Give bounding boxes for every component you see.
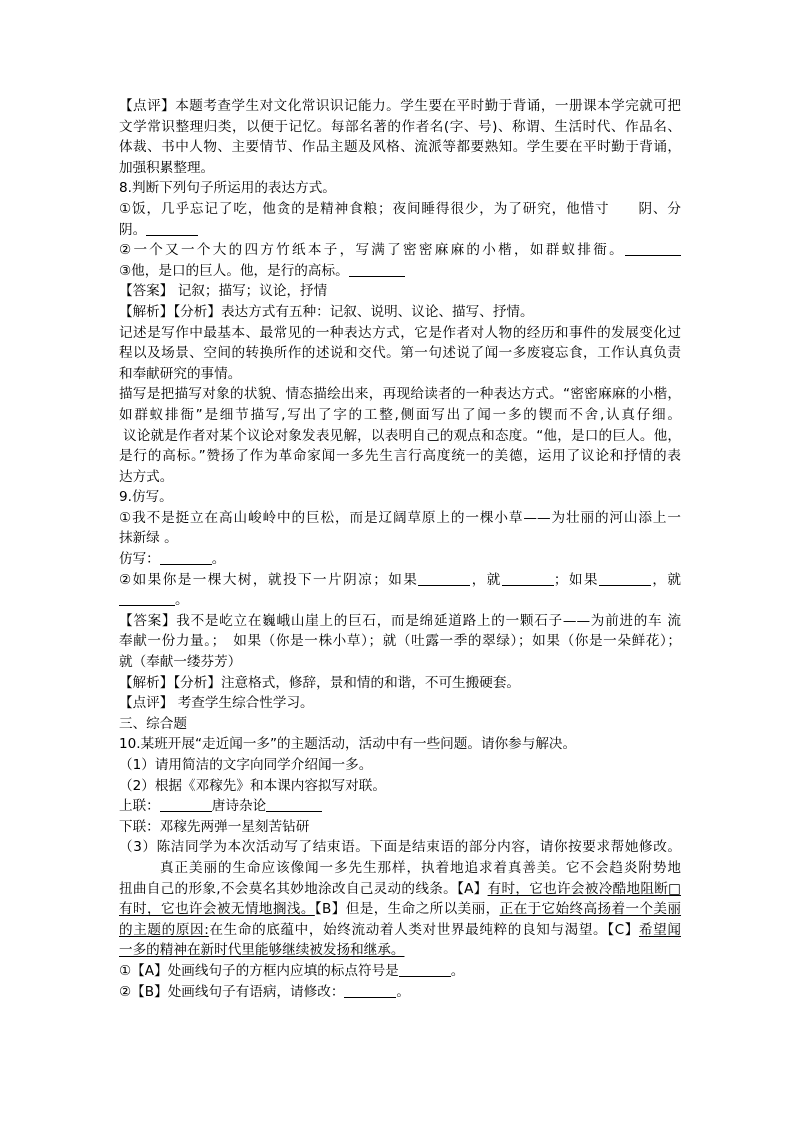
text-line — [119, 117, 681, 138]
line-text: 真正美丽的生命应该像闻一多先生那样，执着地追求着真善美。它不会趋炎附势地 — [160, 859, 681, 876]
text-line — [119, 631, 681, 652]
text-line — [119, 590, 681, 611]
line-text: ①【A】处画线句子的方框内应填的标点符号是 — [119, 962, 399, 979]
line-text: ，就 — [470, 571, 502, 588]
line-text: 是行的高标。”赞扬了作为革命家闻一多先生言行高度统一的美德，运用了议论和抒情的表 — [119, 448, 681, 465]
answer-blank[interactable] — [160, 797, 212, 812]
underlined-text: 一多的精神在新时代里能够继续被发扬和继承。 — [119, 942, 405, 959]
underlined-text: 有时，它也许会被冷酷地阻断□ — [487, 880, 681, 897]
line-text: （3）陈洁同学为本次活动写了结束语。下面是结束语的部分内容，请你按要求帮她修改。 — [119, 839, 681, 856]
line-text: 扭曲自己的形象,不会莫名其妙地涂改自己灵动的线条。【A】 — [119, 880, 488, 897]
line-text: 【点评】 考查学生综合性学习。 — [119, 695, 314, 712]
text-line — [119, 343, 681, 364]
text-line — [119, 302, 681, 323]
text-line — [119, 323, 681, 344]
answer-blank[interactable] — [502, 571, 554, 586]
line-text: 上联： — [119, 798, 160, 815]
text-line — [119, 673, 681, 694]
line-text: ②【B】处画线句子有语病，请修改： — [119, 983, 345, 1000]
line-text: 【解析】【分析】表达方式有五种：记叙、说明、议论、描写、抒情。 — [119, 303, 534, 320]
line-text: 阴。 — [119, 221, 147, 238]
line-text: ①饭，几乎忘记了吃，他贪的是精神食粮；夜间睡得很少，为了研究，他惜寸 阴、分 — [119, 200, 681, 217]
line-text: 。 — [396, 983, 411, 1000]
answer-blank[interactable] — [625, 241, 681, 256]
line-text: 9.仿写。 — [119, 489, 173, 506]
text-line — [119, 446, 681, 467]
text-line — [119, 384, 681, 405]
text-line — [119, 467, 681, 488]
text-line — [119, 858, 681, 879]
text-line — [119, 961, 681, 982]
answer-blank[interactable] — [399, 962, 451, 977]
line-text: （2）根据《邓稼先》和本课内容拟写对联。 — [119, 777, 386, 794]
line-text: 仿写： — [119, 551, 160, 568]
line-text: 在生命的底蕴中，始终流动着人类对世界最纯粹的良知与渴望。【C】 — [208, 921, 639, 938]
line-text: 【点评】本题考查学生对文化常识识记能力。学生要在平时勤于背诵，一册课本学完就可把 — [119, 98, 681, 114]
text-line — [119, 693, 681, 714]
answer-blank[interactable] — [344, 983, 396, 998]
line-text: 下联：邓稼先两弹一星刻苦钻研 — [119, 818, 310, 835]
text-line — [119, 220, 681, 241]
text-line — [119, 796, 681, 817]
line-text: 8.判断下列句子所运用的表达方式。 — [119, 180, 336, 197]
line-text: 程以及场景、空间的转换所作的述说和交代。第一句述说了闻一多废寝忘食，工作认真负责 — [119, 345, 681, 362]
text-line — [119, 487, 681, 508]
line-text: 体裁、书中人物、主要情节、作品主题及风格、流派等都要熟知。学生要在平时勤于背诵， — [119, 139, 681, 156]
line-text: ③他，是口的巨人。他，是行的高标。 — [119, 262, 349, 279]
text-line — [119, 426, 681, 447]
line-text: ①我不是挺立在高山峻岭中的巨松，而是辽阔草原上的一棵小草——为壮丽的河山添上一 — [119, 509, 681, 526]
text-line — [119, 982, 681, 1003]
text-line — [119, 755, 681, 776]
underlined-text: 希望闻 — [638, 921, 681, 938]
text-line — [119, 96, 681, 117]
text-line — [119, 714, 681, 735]
text-line — [119, 137, 681, 158]
line-text: ②一个又一个大的四方竹纸本子，写满了密密麻麻的小楷，如群蚁排衙。 — [119, 242, 625, 259]
text-line — [119, 549, 681, 570]
text-line — [119, 508, 681, 529]
line-text: ；如果 — [553, 571, 599, 588]
answer-blank[interactable] — [599, 571, 651, 586]
line-text: 议论就是作者对某个议论对象发表见解，以表明自己的观点和态度。“他，是口的巨人。他， — [123, 427, 681, 444]
text-line — [119, 158, 681, 179]
line-text: ，就 — [650, 571, 682, 588]
line-text: 描写是把描写对象的状貌、情态描绘出来，再现给读者的一种表达方式。“密密麻麻的小楷， — [119, 386, 681, 403]
line-text: 如群蚁排衙”是细节描写,写出了字的工整,侧面写出了闻一多的锲而不舍,认真仔细。 — [119, 406, 681, 423]
line-text: 就（奉献一缕芬芳） — [119, 654, 242, 671]
text-line — [119, 570, 681, 591]
text-line — [119, 734, 681, 755]
document-page — [119, 96, 681, 1002]
line-text: 【B】但是，生命之所以美丽， — [314, 901, 500, 918]
line-text: （1）请用简洁的文字向同学介绍闻一多。 — [119, 757, 373, 773]
text-line — [119, 364, 681, 385]
text-line — [119, 281, 681, 302]
line-text: 【解析】【分析】注意格式，修辞，景和情的和谐，不可生搬硬套。 — [119, 674, 521, 691]
line-text: 【答案】 记叙；描写；议论，抒情 — [119, 283, 328, 300]
underlined-text: 的主题的原因: — [119, 921, 209, 938]
text-line — [119, 405, 681, 426]
answer-blank[interactable] — [146, 221, 198, 236]
text-line — [119, 776, 681, 797]
line-text: 奉献一份力量。； 如果（你是一株小草）；就（吐露一季的翠绿）；如果（你是一朵鲜花）； — [119, 633, 681, 650]
text-line — [119, 899, 681, 920]
line-text: 【答案】我不是屹立在巍峨山崖上的巨石，而是绵延道路上的一颗石子——为前进的车 流 — [119, 612, 681, 629]
line-text: ②如果你是一棵大树，就投下一片阴凉；如果 — [119, 571, 419, 588]
line-text: 。 — [175, 592, 189, 609]
text-line — [119, 837, 681, 858]
text-line — [119, 261, 681, 282]
line-text: 10.某班开展“走近闻一多”的主题活动，活动中有一些问题。请你参与解决。 — [119, 736, 577, 753]
text-line — [119, 611, 681, 632]
answer-blank[interactable] — [160, 550, 212, 565]
underlined-text: 正在于它始终高扬着一个美丽 — [499, 901, 682, 918]
line-text: 唐诗杂论 — [211, 798, 267, 815]
text-line — [119, 879, 681, 900]
text-line — [119, 920, 681, 941]
line-text: 记述是写作中最基本、最常见的一种表达方式，它是作者对人物的经历和事件的发展变化过 — [119, 324, 681, 341]
line-text: 三、综合题 — [119, 715, 187, 732]
underlined-text: 有时，它也许会被无情地搁浅。 — [119, 901, 315, 918]
line-text: 和奉献研究的事情。 — [119, 365, 242, 382]
answer-blank[interactable] — [418, 571, 470, 586]
answer-blank[interactable] — [119, 591, 175, 606]
text-line — [119, 178, 681, 199]
text-line — [119, 817, 681, 838]
text-line — [119, 528, 681, 549]
line-text: 加强积累整理。 — [119, 159, 215, 176]
answer-blank[interactable] — [266, 797, 322, 812]
line-text: 。 — [211, 551, 226, 568]
line-text: 文学常识整理归类，以便于记忆。每部名著的作者名(字、号)、称谓、生活时代、作品名、 — [119, 118, 681, 135]
line-text: 。 — [450, 962, 465, 979]
text-line — [119, 940, 681, 961]
line-text: 达方式。 — [119, 468, 174, 485]
answer-blank[interactable] — [349, 262, 405, 277]
text-line — [119, 240, 681, 261]
line-text: 抹新绿 。 — [119, 530, 178, 547]
text-line — [119, 652, 681, 673]
text-line — [119, 199, 681, 220]
